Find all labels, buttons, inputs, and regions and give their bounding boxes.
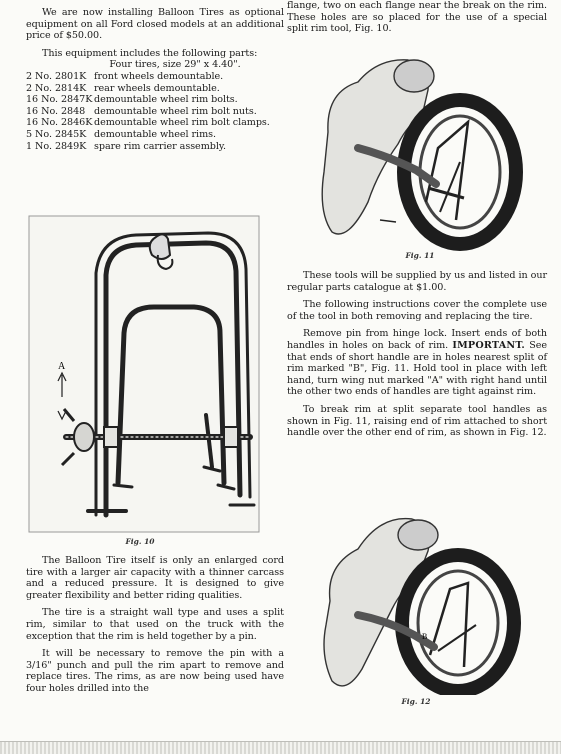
part-quantity: 16 No. 2847K [26, 94, 93, 106]
instructions-paragraph: The following instructions cover the complete use of the tool in both removing and replacing the tire. [287, 299, 547, 322]
fig-10-split-rim-tool [28, 215, 260, 533]
part-description: rear wheels demountable. [94, 82, 220, 94]
parts-list-item [26, 83, 284, 95]
fig-11-caption: Fig. 11 [405, 251, 435, 260]
left-column [26, 0, 284, 152]
parts-list-item [26, 117, 284, 129]
part-description: demountable wheel rim bolts. [94, 94, 238, 106]
equipment-intro: This equipment includes the following parts: [42, 47, 258, 59]
parts-list [26, 71, 284, 152]
fig-10-caption: Fig. 10 [125, 537, 155, 546]
part-quantity: 16 No. 2846K [26, 117, 93, 129]
remove-pin-paragraph: It will be necessary to remove the pin with a 3/16" punch and pull the rim apart to remove and replace tires. The rims, as are now being used have four holes drilled into the [26, 648, 284, 694]
right-column-middle [287, 270, 547, 445]
important-text: See that ends of short handle are in holes nearest split of rim marked "B", Fig. 11. Hold tool in place with left hand, turn wing nut marked "A" with right hand until the other two ends of handles are tight against rim. [287, 339, 548, 398]
tires-line: Four tires, size 29" x 4.40". [109, 59, 241, 71]
flange-paragraph: flange, two on each flange near the break on the rim. These holes are so placed for the use of a special split rim tool, Fig. 10. [287, 0, 547, 35]
fig-12-label-b: B [422, 632, 428, 641]
break-rim-paragraph: To break rim at split separate tool handles as shown in Fig. 11, raising end of rim attached to short handle over the other end of rim, as shown in Fig. 12. [287, 403, 547, 439]
fig-12-caption: Fig. 12 [401, 697, 431, 706]
fig-10-label-a: A [58, 361, 66, 372]
tools-paragraph: These tools will be supplied by us and listed in our regular parts catalogue at $1.00. [287, 270, 547, 293]
fig-11-tool-on-tire [318, 52, 528, 252]
right-column [287, 0, 547, 41]
remove-pin-text: Remove pin from hinge lock. Insert ends of both handles in holes on back of rim. [287, 328, 547, 351]
part-description: front wheels demountable. [94, 70, 224, 82]
remove-pin-hinge-paragraph [287, 328, 547, 398]
part-quantity: 2 No. 2801K [26, 70, 87, 82]
part-description: spare rim carrier assembly. [94, 140, 226, 152]
straight-wall-paragraph: The tire is a straight wall type and uses a split rim, similar to that used on the truck with the exception that the rim is held together by a pin. [26, 607, 284, 642]
part-quantity: 2 No. 2814K [26, 82, 87, 94]
intro-paragraph: We are now installing Balloon Tires as optional equipment on all Ford closed models at an additional price of $50.00. [26, 7, 284, 42]
parts-list-item [26, 106, 284, 118]
important-label: IMPORTANT. [452, 339, 525, 351]
parts-list-item [26, 129, 284, 141]
fig-12-rim-raised [318, 505, 528, 695]
parts-list-item [26, 71, 284, 83]
parts-list-item [26, 141, 284, 153]
page-bottom-edge [0, 741, 561, 754]
part-quantity: 1 No. 2849K [26, 140, 87, 152]
part-quantity: 5 No. 2845K [26, 128, 87, 140]
parts-list-item [26, 94, 284, 106]
left-column-lower [26, 555, 284, 701]
part-description: demountable wheel rims. [94, 128, 216, 140]
part-quantity: 16 No. 2848 [26, 105, 86, 117]
part-description: demountable wheel rim bolt clamps. [94, 117, 270, 129]
balloon-paragraph: The Balloon Tire itself is only an enlarged cord tire with a larger air capacity with a thinner carcass and a reduced pressure. It is designed to give greater flexibility and better riding qualities. [26, 555, 284, 601]
part-description: demountable wheel rim bolt nuts. [94, 105, 257, 117]
